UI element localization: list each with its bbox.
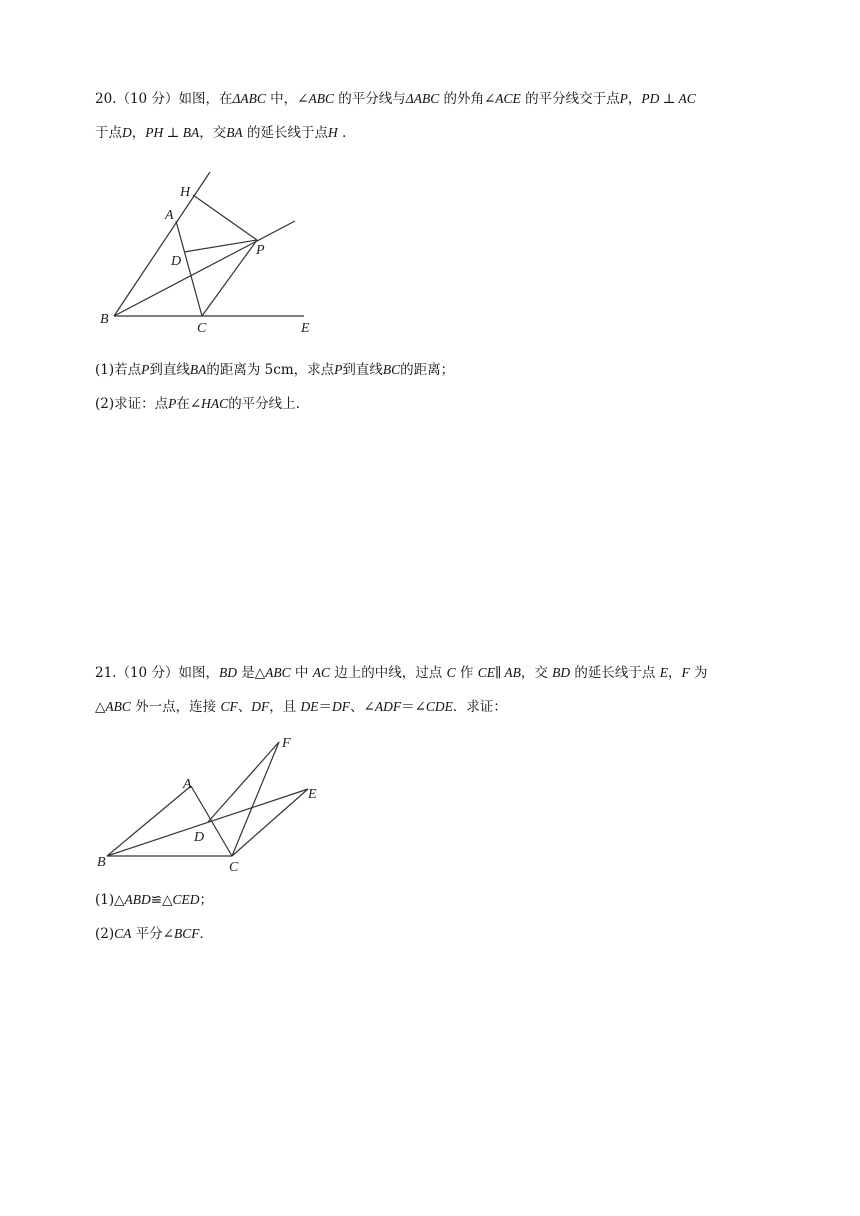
text: ，交 <box>520 665 553 681</box>
text: ． <box>199 926 213 942</box>
triangle-abc: ΔABC <box>232 91 266 106</box>
text: ，交 <box>199 125 227 141</box>
label-p: P <box>256 243 265 258</box>
q21-part1 <box>95 891 213 909</box>
text: 、 <box>237 699 252 715</box>
q21-figure <box>90 730 330 875</box>
q20-stem-line1 <box>95 90 696 108</box>
line-cp <box>202 240 257 316</box>
segment-ca: CA <box>114 926 132 941</box>
text: ＝ <box>318 699 333 715</box>
q21-part2 <box>95 925 213 943</box>
text: 在 <box>176 396 190 412</box>
q21-stem-line1 <box>95 664 708 682</box>
segment-cf: CF <box>220 699 238 714</box>
text: ； <box>199 892 213 908</box>
text: 20.（10 分）如图，在 <box>95 91 233 107</box>
triangle-abd: ABD <box>124 892 151 907</box>
line-hp <box>193 195 257 240</box>
line-be <box>107 789 308 856</box>
text: 21.（10 分）如图， <box>95 665 219 681</box>
point-f: F <box>681 665 690 680</box>
side-ac: AC <box>312 665 330 680</box>
segment-df: DF <box>332 699 351 714</box>
angle-cde: CDE <box>425 699 453 714</box>
label-h: H <box>180 185 191 200</box>
text: 作 <box>455 665 478 681</box>
line-bp-extended <box>114 221 295 316</box>
text: 外一点，连接 <box>130 699 221 715</box>
text: (1)△ <box>95 892 125 908</box>
line-dp <box>184 240 257 252</box>
text: ， <box>131 125 146 141</box>
point-p: P <box>168 396 177 411</box>
label-d: D <box>194 830 205 845</box>
text: 于点 <box>95 125 122 141</box>
point-p: P <box>141 362 150 377</box>
angle-hac: ∠HAC <box>189 396 229 411</box>
text: (1)若点 <box>95 362 142 378</box>
text: ， <box>667 665 682 681</box>
point-c: C <box>446 665 456 680</box>
q20-part1 <box>95 361 454 379</box>
text: 中， <box>265 91 298 107</box>
ph-perp-ba: PH ⊥ BA <box>145 125 200 140</box>
text: ＝∠ <box>401 699 426 715</box>
text: 的平分线交于点 <box>520 91 620 107</box>
text: 的延长线于点 <box>570 665 660 681</box>
text: 到直线 <box>149 362 190 378</box>
text: 、∠ <box>350 699 375 715</box>
pd-perp-ac: PD ⊥ AC <box>641 91 696 106</box>
point-h: H <box>327 125 338 140</box>
q21-stem-line2 <box>95 698 507 716</box>
label-e: E <box>301 321 310 336</box>
label-a: A <box>165 208 174 223</box>
segment-ba: BA <box>226 125 243 140</box>
line-ba: BA <box>189 362 207 377</box>
text: 为 <box>689 665 708 681</box>
label-e: E <box>308 787 317 802</box>
text: 是△ <box>236 665 266 681</box>
triangle-ced: CED <box>172 892 200 907</box>
triangle-abc: ABC <box>105 699 131 714</box>
label-f: F <box>282 736 291 751</box>
line-ce <box>232 789 308 856</box>
text: 中 <box>290 665 313 681</box>
text: 的平分线上. <box>228 396 300 412</box>
text: 边上的中线，过点 <box>330 665 447 681</box>
angle-abc: ∠ABC <box>297 91 334 106</box>
point-p: P <box>619 91 628 106</box>
text: 的延长线于点 <box>242 125 328 141</box>
text: ．求证： <box>452 699 507 715</box>
q20-part2 <box>95 395 300 413</box>
triangle-abc: ABC <box>265 665 291 680</box>
label-c: C <box>229 860 239 875</box>
segment-de: DE <box>300 699 319 714</box>
text: 的外角 <box>439 91 484 107</box>
segment-bd: BD <box>218 665 237 680</box>
segment-df: DF <box>251 699 270 714</box>
text: 的距离； <box>400 362 455 378</box>
q20-figure <box>90 165 330 340</box>
text: 平分∠ <box>131 926 174 942</box>
text: (2)求证：点 <box>95 396 169 412</box>
point-e: E <box>659 665 668 680</box>
label-b: B <box>97 855 106 870</box>
text: ≌△ <box>150 892 173 908</box>
point-p: P <box>334 362 343 377</box>
label-b: B <box>100 312 109 327</box>
text: . <box>337 125 347 141</box>
text: 的距离为 5cm，求点 <box>206 362 335 378</box>
line-cf <box>232 742 279 856</box>
segment-bd: BD <box>552 665 571 680</box>
text: 的平分线与 <box>333 91 406 107</box>
angle-ace: ∠ACE <box>484 91 521 106</box>
angle-adf: ADF <box>374 699 402 714</box>
text: (2) <box>95 926 115 942</box>
text: △ <box>95 699 106 715</box>
label-a: A <box>183 777 192 792</box>
q20-stem-line2 <box>95 124 346 142</box>
text: ，且 <box>269 699 301 715</box>
text: 到直线 <box>342 362 383 378</box>
line-ab <box>107 786 191 856</box>
triangle-abc: ΔABC <box>405 91 440 106</box>
label-c: C <box>197 321 207 336</box>
angle-bcf: BCF <box>174 926 200 941</box>
point-d: D <box>122 125 132 140</box>
label-d: D <box>171 254 182 269</box>
ce-parallel-ab: CE∥ AB <box>477 665 521 680</box>
line-bc: BC <box>382 362 401 377</box>
text: ， <box>627 91 642 107</box>
